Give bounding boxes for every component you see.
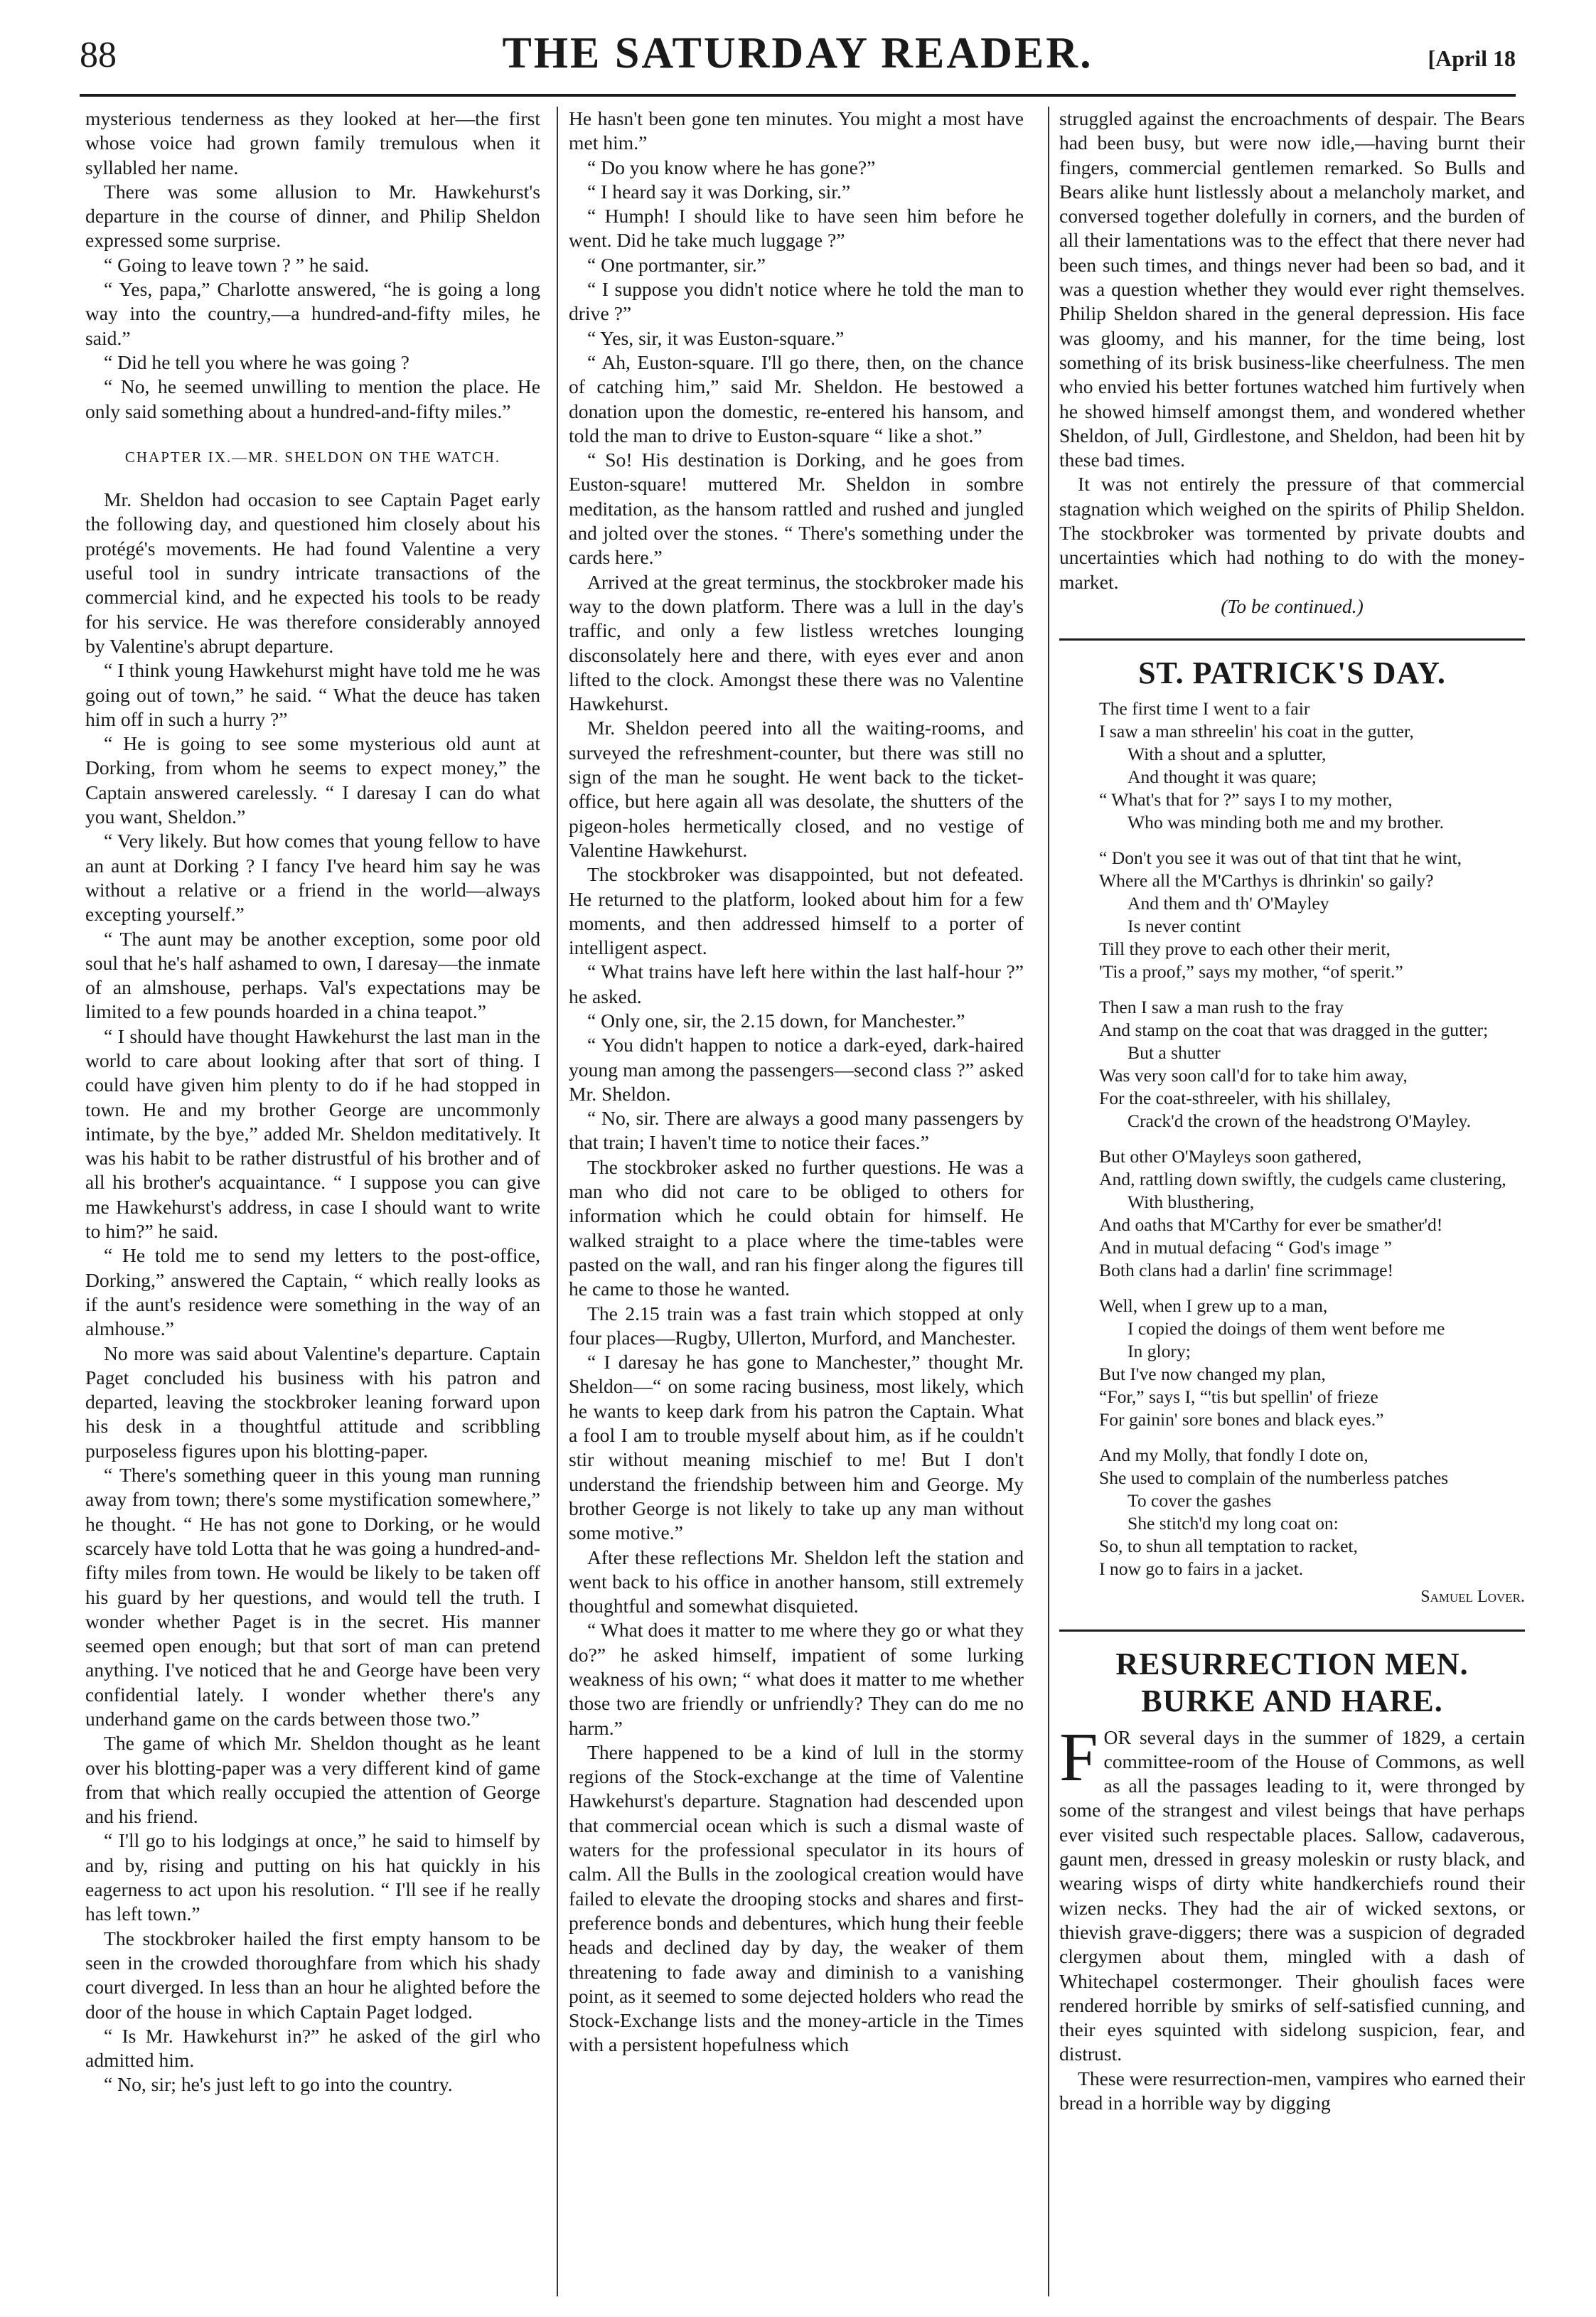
poem-line: “ What's that for ?” says I to my mother, — [1099, 789, 1393, 810]
poem-line: Well, when I grew up to a man, — [1099, 1295, 1328, 1317]
poem-line: Is never contint — [1128, 916, 1241, 937]
article-title: RESURRECTION MEN. BURKE AND HARE. — [1115, 1646, 1469, 1718]
paragraph: “ I'll go to his lodgings at once,” he said to himself by and by, rising and putting on his hat quickly in his eagerness to act upon his resolution. “ I'll see if he really has left town.” — [85, 1829, 540, 1925]
paragraph: mysterious tenderness as they looked at her—the first whose voice had grown family tremulous when it syllabled her name. — [85, 107, 540, 178]
paragraph: There happened to be a kind of lull in the stormy regions of the Stock-exchange at the time of Valentine Hawkehurst's departure. Stagnation had descended upon that commercial ocean which is such a dismal waste of waters for the professional speculator in its hours of calm. All the Bulls in the zoological creation would have failed to elevate the drooping stocks and shares and first-preference bonds and debentures, which hung their feeble heads and declined day by day, the weaker of them threatening to fade away and diminish to a vanishing point, as it seemed to some dejected holders who read the Stock-Exchange lists and the money-article in the Times with a persistent hopefulness which — [569, 1740, 1024, 2056]
paragraph: “ Only one, sir, the 2.15 down, for Manchester.” — [587, 1009, 965, 1032]
paragraph: “ Is Mr. Hawkehurst in?” he asked of the girl who admitted him. — [85, 2024, 540, 2072]
stanza-break — [1099, 1133, 1525, 1145]
poem-line: But a shutter — [1128, 1042, 1221, 1064]
paragraph: The stockbroker asked no further questions. He was a man who did not care to be obliged to others for information which he could obtain for himself. He walked straight to a place where the time-tables were pasted on the wall, and ran his finger along the figures till he came to those he wanted. — [569, 1155, 1024, 1300]
paragraph: struggled against the encroachments of despair. The Bears had been busy, but were now idle,—having burnt their fingers, commercial gentlemen remarked. So Bulls and Bears alike hunt listlessly about a melancholy market, and conversed together dolefully in corners, and the burden of all their lamentations was to the effect that there never had been such times, and things never had been so bad, and it was a question whether they would ever right themselves. Philip Sheldon shared in the general depression. His face was gloomy, and his manner, for the time being, lost something of its brisk business-like cheerfulness. The men who envied his better fortunes watched him furtively when he showed himself amongst them, and wondered whether Sheldon, of Jull, Girdlestone, and Sheldon, had been hit by these bad times. — [1059, 107, 1525, 471]
poem-line: Both clans had a darlin' fine scrimmage! — [1099, 1260, 1393, 1281]
poem-line: And my Molly, that fondly I dote on, — [1099, 1445, 1369, 1466]
page-number: 88 — [80, 35, 117, 75]
poem-line: But I've now changed my plan, — [1099, 1364, 1326, 1385]
paragraph: “ What trains have left here within the last half-hour ?” he asked. — [569, 960, 1024, 1007]
poem-line: She stitch'd my long coat on: — [1128, 1513, 1339, 1534]
poem-line: Where all the M'Carthys is dhrinkin' so gaily? — [1099, 870, 1434, 892]
paragraph: “ I should have thought Hawkehurst the last man in the world to care about looking after that sort of thing. I could have given him plenty to do if he had stopped in town. He and my brother George are uncommonly intimate, by the bye,” added Mr. Sheldon meditatively. It was his habit to be rather distrustful of his brother and of all his brother's acquaintance. “ I suppose you can give me Hawkehurst's address, in case I should want to write to him?” he said. — [85, 1024, 540, 1243]
column-rule — [1048, 107, 1049, 2296]
poem-line: “For,” says I, “'tis but spellin' of frieze — [1099, 1386, 1378, 1408]
paragraph: “ I daresay he has gone to Manchester,” thought Mr. Sheldon—“ on some racing business, most likely, which he wants to keep dark from his patron the Captain. What a fool I am to trouble myself about him, as if he couldn't stir without meaning mischief to me! But I don't understand the friendship between him and George. My brother George is not likely to take up any man without some motive.” — [569, 1351, 1024, 1544]
paragraph: “ He told me to send my letters to the post-office, Dorking,” answered the Captain, “ which really looks as if the aunt's residence were something in the way of an almhouse.” — [85, 1244, 540, 1340]
paragraph: Arrived at the great terminus, the stockbroker made his way to the down platform. There was a lull in the day's traffic, and only a few listless wretches lounging disconsolately here and there, with eyes ever and anon lifted to the clock. Amongst these there was no Valentine Hawkehurst. — [569, 570, 1024, 715]
paragraph: Mr. Sheldon peered into all the waiting-rooms, and surveyed the refreshment-counter, but there was still no sign of the man he sought. He went back to the ticket-office, but here again all was desolate, the shutters of the pigeon-holes hermetically closed, and no vestige of Valentine Hawkehurst. — [569, 717, 1024, 861]
poem-line: And stamp on the coat that was dragged in the gutter; — [1099, 1020, 1489, 1041]
poem-line: The first time I went to a fair — [1099, 698, 1310, 719]
paragraph: After these reflections Mr. Sheldon left the station and went back to his office in another hansom, still extremely thoughtful and somewhat disquieted. — [569, 1546, 1024, 1617]
poem-line: And in mutual defacing “ God's image ” — [1099, 1237, 1392, 1258]
section-rule — [1059, 638, 1525, 641]
poem-line: Till they prove to each other their merit, — [1099, 938, 1391, 960]
paragraph: “ Did he tell you where he was going ? — [104, 351, 409, 373]
column-3 — [1059, 107, 1525, 2296]
paragraph: “ Yes, sir, it was Euston-square.” — [587, 326, 845, 349]
poem-line: Crack'd the crown of the headstrong O'Mayley. — [1128, 1111, 1472, 1132]
to-be-continued: (To be continued.) — [1221, 594, 1364, 617]
column-2 — [569, 107, 1024, 2296]
paragraph: “ I heard say it was Dorking, sir.” — [587, 180, 851, 203]
paragraph: “ Humph! I should like to have seen him before he went. Did he take much luggage ?” — [569, 205, 1024, 252]
article-first-paragraph — [1059, 1718, 1525, 2067]
paragraph: The 2.15 train was a fast train which stopped at only four places—Rugby, Ullerton, Murford, and Manchester. — [569, 1302, 1024, 1349]
poem-line: I now go to fairs in a jacket. — [1099, 1558, 1304, 1580]
poem-line: Then I saw a man rush to the fray — [1099, 997, 1344, 1018]
poem — [1099, 697, 1525, 1580]
poem-author: Samuel Lover. — [1420, 1588, 1525, 1607]
paragraph: No more was said about Valentine's departure. Captain Paget concluded his business with his patron and departed, leaving the stockbroker leaning forward upon his desk in a thoughtful attitude and scribbling purposeless figures upon his blotting-paper. — [85, 1342, 540, 1462]
stanza-break — [1099, 1282, 1525, 1295]
paragraph: “ I suppose you didn't notice where he told the man to drive ?” — [569, 278, 1024, 325]
newspaper-title: THE SATURDAY READER. — [502, 29, 1093, 77]
paragraph: “ You didn't happen to notice a dark-eyed, dark-haired young man among the passengers—second class ?” asked Mr. Sheldon. — [569, 1034, 1024, 1105]
poem-line: For the coat-sthreeler, with his shillaley, — [1099, 1088, 1391, 1109]
drop-cap: F — [1059, 1718, 1098, 1796]
paragraph: It was not entirely the pressure of that commercial stagnation which weighed on the spirits of Philip Sheldon. The stockbroker was tormented by private doubts and uncertainties which had nothing to do with the money-market. — [1059, 473, 1525, 593]
page-header — [80, 27, 1516, 98]
paragraph: “ The aunt may be another exception, some poor old soul that he's half ashamed to own, I daresay—the inmate of an almshouse, perhaps. Val's expectations may be limited to a few pounds hoarded in a china teapot.” — [85, 927, 540, 1023]
issue-date: [April 18 — [1428, 46, 1516, 71]
paragraph: Mr. Sheldon had occasion to see Captain Paget early the following day, and questioned him closely about his protégé's movements. He had found Valentine a very useful tool in sundry intricate transactions of the commercial kind, and he expected his tools to be ready for his service. He was therefore considerably annoyed by Valentine's abrupt departure. — [85, 488, 540, 657]
poem-line: With blusthering, — [1128, 1192, 1255, 1213]
paragraph: “ One portmanter, sir.” — [587, 253, 766, 276]
paragraph: “ Yes, papa,” Charlotte answered, “he is going a long way into the country,—a hundred-and-fifty miles, he said.” — [85, 278, 540, 349]
paragraph: The game of which Mr. Sheldon thought as he leant over his blotting-paper was a very different kind of game from that which really occupied the attention of George and his friend. — [85, 1732, 540, 1828]
poem-line: And them and th' O'Mayley — [1128, 893, 1329, 914]
section-rule — [1059, 1630, 1525, 1632]
header-rule — [80, 94, 1516, 97]
poem-line: With a shout and a splutter, — [1128, 744, 1327, 765]
stanza-break — [1099, 983, 1525, 996]
poem-line: But other O'Mayleys soon gathered, — [1099, 1146, 1362, 1167]
paragraph: “ There's something queer in this young man running away from town; there's some mystification somewhere,” he thought. “ He has not gone to Dorking, or he would scarcely have told Lotta that he was going a hundred-and-fifty miles from town. He would be likely to be taken off his guard by her questions, and would tell the truth. I wonder whether Paget is in the secret. His manner seemed open enough; but that sort of man can pretend anything. I've noticed that he and George have been very confidential lately. I wonder whether there's any underhand game on the cards between those two.” — [85, 1464, 540, 1730]
paragraph: “ What does it matter to me where they go or what they do?” he asked himself, impatient of some lurking weakness of his own; “ what does it matter to me whether those two are friendly or unfriendly? They can do me no harm.” — [569, 1619, 1024, 1739]
paragraph: “ He is going to see some mysterious old aunt at Dorking, from whom he seems to expect money,” the Captain answered carelessly. “ I daresay I can do what you want, Sheldon.” — [85, 732, 540, 828]
paragraph: “ Going to leave town ? ” he said. — [104, 253, 370, 276]
paragraph: These were resurrection-men, vampires who earned their bread in a horrible way by digging — [1059, 2067, 1525, 2114]
poem-line: Who was minding both me and my brother. — [1128, 812, 1444, 833]
poem-title: ST. PATRICK'S DAY. — [1138, 655, 1446, 691]
poem-line: So, to shun all temptation to racket, — [1099, 1536, 1358, 1557]
poem-line: And thought it was quare; — [1128, 766, 1317, 788]
paragraph: He hasn't been gone ten minutes. You might a most have met him.” — [569, 107, 1024, 154]
column-rule — [557, 107, 558, 2296]
chapter-heading: CHAPTER IX.—MR. SHELDON ON THE WATCH. — [124, 448, 501, 466]
paragraph: “ No, sir; he's just left to go into the country. — [104, 2073, 453, 2096]
paragraph: “ No, he seemed unwilling to mention the place. He only said something about a hundred-and-fifty miles.” — [85, 375, 540, 422]
paragraph: “ No, sir. There are always a good many passengers by that train; I haven't time to notice their faces.” — [569, 1107, 1024, 1154]
poem-line: Was very soon call'd for to take him away, — [1099, 1065, 1408, 1086]
poem-line: In glory; — [1128, 1341, 1191, 1362]
stanza-break — [1099, 1431, 1525, 1444]
paragraph: “ Very likely. But how comes that young fellow to have an aunt at Dorking ? I fancy I've heard him say he was without a relative or a friend in the world—always excepting yourself.” — [85, 830, 540, 926]
paragraph: The stockbroker was disappointed, but not defeated. He returned to the platform, looked about him for a few moments, and then addressed himself to a porter of intelligent aspect. — [569, 863, 1024, 959]
paragraph: The stockbroker hailed the first empty hansom to be seen in the crowded thoroughfare from which his shady court diverged. In less than an hour he alighted before the door of the house in which Captain Paget lodged. — [85, 1927, 540, 2023]
poem-line: For gainin' sore bones and black eyes.” — [1099, 1409, 1384, 1430]
stanza-break — [1099, 834, 1525, 847]
paragraph: There was some allusion to Mr. Hawkehurst's departure in the course of dinner, and Philip Sheldon expressed some surprise. — [85, 180, 540, 252]
poem-line: “ Don't you see it was out of that tint that he wint, — [1099, 847, 1462, 869]
paragraph: “ Do you know where he has gone?” — [587, 156, 876, 178]
poem-line: I saw a man sthreelin' his coat in the gutter, — [1099, 721, 1414, 742]
column-1 — [85, 107, 540, 2296]
poem-line: 'Tis a proof,” says my mother, “of sperit.” — [1099, 961, 1403, 983]
paragraph: “ Ah, Euston-square. I'll go there, then, on the chance of catching him,” said Mr. Sheldon. He bestowed a donation upon the domestic, re-entered his hansom, and told the man to drive to Euston-square “ like a shot.” — [569, 351, 1024, 446]
poem-line: I copied the doings of them went before me — [1128, 1318, 1445, 1339]
poem-line: And, rattling down swiftly, the cudgels came clustering, — [1099, 1169, 1506, 1190]
poem-line: To cover the gashes — [1128, 1490, 1272, 1511]
article-text: OR several days in the summer of 1829, a certain committee-room of the House of Commons, as well as all the passages leading to it, were thronged by some of the strangest and vilest beings that have perhaps ever visited such respectable places. Sallow, cadaverous, gaunt men, dressed in greasy moleskin or rusty black, and wearing wisps of dirty white handkerchiefs round their wizen necks. They had the air of wicked sextons, or thievish grave-diggers; there was a suspicion of degraded clergymen about them, mingled with a dash of Whitechapel costermonger. Their ghoulish faces were rendered horrible by smirks of self-satisfied cunning, and their eyes squinted with sidelong suspicion, fear, and distrust. — [1059, 1725, 1525, 2065]
paragraph: “ So! His destination is Dorking, and he goes from Euston-square! muttered Mr. Sheldon in sombre meditation, as the hansom rattled and rushed and jungled and jolted over the stones. “ There's something under the cards here.” — [569, 449, 1024, 569]
poem-line: She used to complain of the numberless patches — [1099, 1467, 1449, 1489]
poem-line: And oaths that M'Carthy for ever be smather'd! — [1099, 1214, 1443, 1236]
paragraph: “ I think young Hawkehurst might have told me he was going out of town,” he said. “ What the deuce has taken him off in such a hurry ?” — [85, 659, 540, 730]
